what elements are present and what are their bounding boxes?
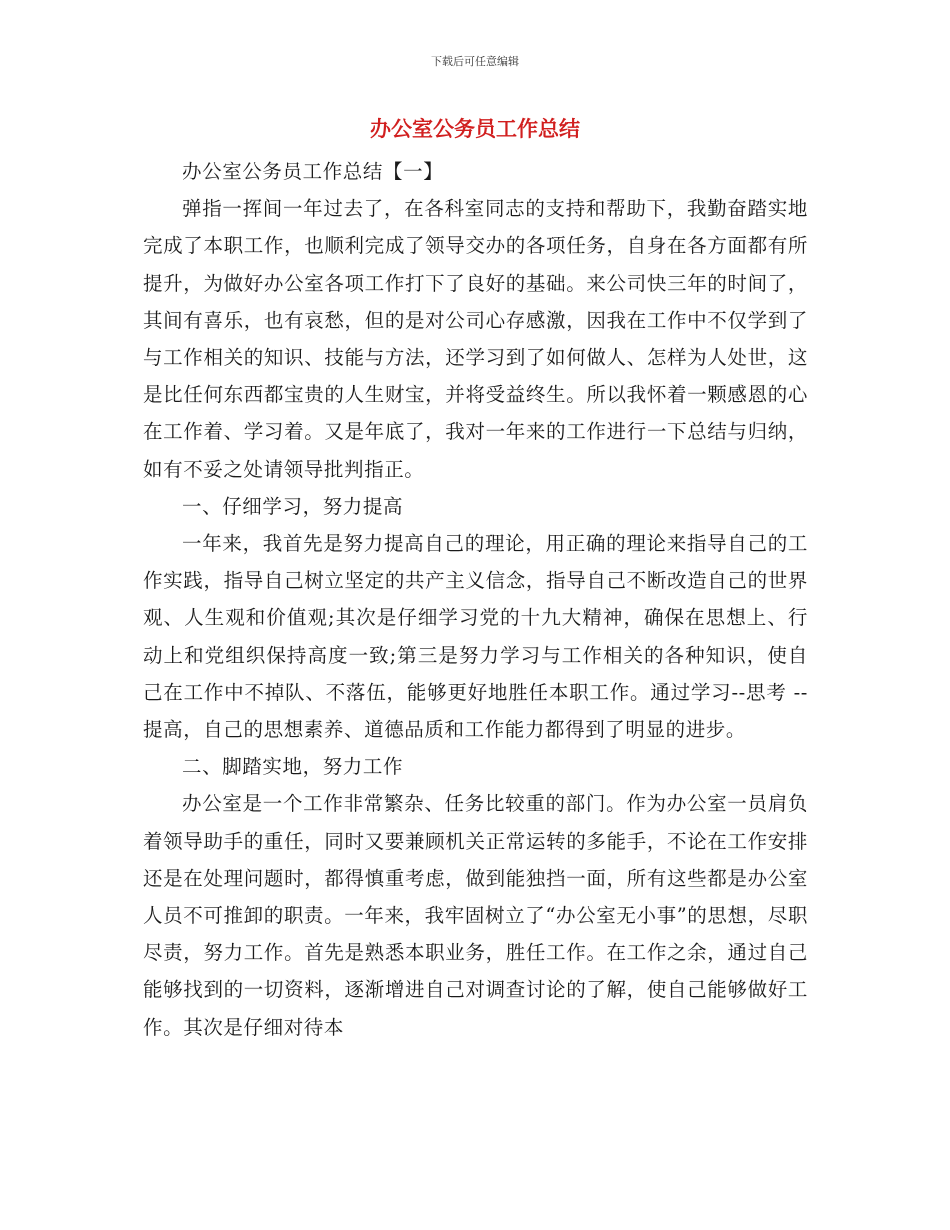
document-body: [143, 153, 808, 1046]
paragraph: 一年来，我首先是努力提高自己的理论，用正确的理论来指导自己的工作实践，指导自己树立坚定的共产主义信念，指导自己不断改造自己的世界观、人生观和价值观;其次是仔细学习党的十九大精神，确保在思想上、行动上和党组织保持高度一致;第三是努力学习与工作相关的各种知识，使自己在工作中不掉队、不落伍，能够更好地胜任本职工作。通过学习--思考 --提高，自己的思想素养、道德品质和工作能力都得到了明显的进步。: [143, 532, 808, 742]
section-heading-2: 二、脚踏实地，努力工作: [182, 755, 404, 779]
section-heading-1: 一、仔细学习，努力提高: [182, 494, 404, 518]
header-note: 下载后可任意编辑: [431, 55, 519, 68]
section-title: 办公室公务员工作总结【一】: [182, 160, 444, 183]
paragraph: 办公室是一个工作非常繁杂、任务比较重的部门。作为办公室一员肩负着领导助手的重任，同时又要兼顾机关正常运转的多能手，不论在工作安排还是在处理问题时，都得慎重考虑，做到能独挡一面，所有这些都是办公室人员不可推卸的职责。一年来，我牢固树立了“办公室无小事”的思想，尽职尽责，努力工作。首先是熟悉本职业务，胜任工作。在工作之余，通过自己能够找到的一切资料，逐渐增进自己对调查讨论的了解，使自己能够做好工作。其次是仔细对待本: [143, 792, 808, 1039]
paragraph: 弹指一挥间一年过去了，在各科室同志的支持和帮助下，我勤奋踏实地完成了本职工作，也顺利完成了领导交办的各项任务，自身在各方面都有所提升，为做好办公室各项工作打下了良好的基础。来公司快三年的时间了，其间有喜乐，也有哀愁，但的是对公司心存感激，因我在工作中不仅学到了与工作相关的知识、技能与方法，还学习到了如何做人、怎样为人处世，这是比任何东西都宝贵的人生财宝，并将受益终生。所以我怀着一颗感恩的心在工作着、学习着。又是年底了，我对一年来的工作进行一下总结与归纳，如有不妥之处请领导批判指正。: [143, 197, 808, 481]
document-title: 办公室公务员工作总结: [370, 117, 580, 141]
